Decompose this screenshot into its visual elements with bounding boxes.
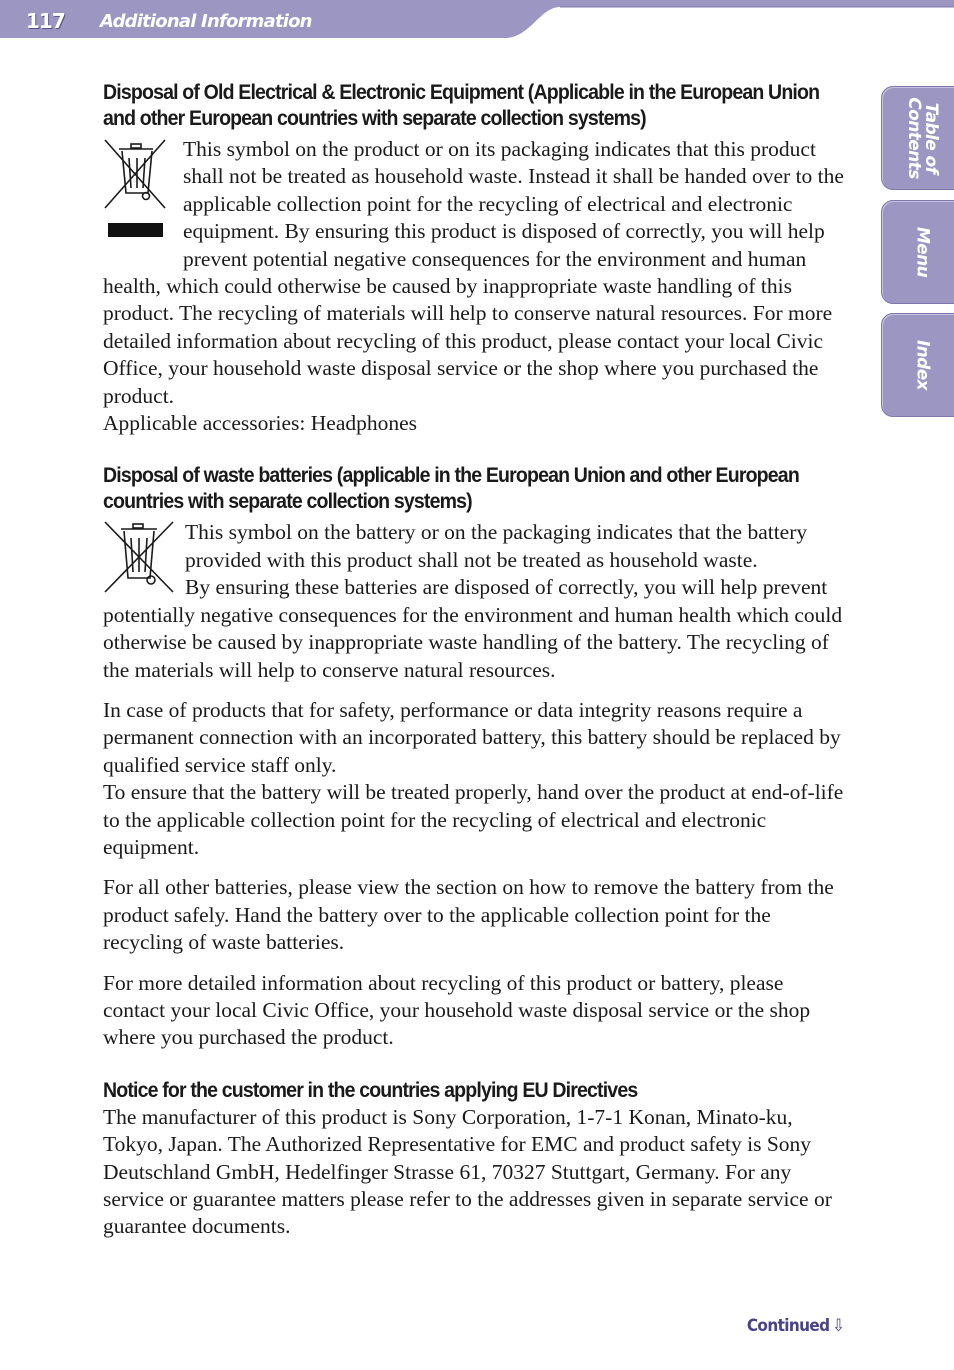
page-number: 117 <box>26 9 65 33</box>
weee-accessories: Applicable accessories: Headphones <box>103 411 418 436</box>
crossed-out-battery-bin-icon <box>103 520 175 596</box>
tab-index[interactable] <box>881 313 954 417</box>
weee-heading: Disposal of Old Electrical & Electronic Equipment (Applicable in the European Union and other European countries with separate collection systems) <box>103 81 820 130</box>
tab-label: Table of Contents <box>904 97 941 179</box>
batteries-para-4: For more detailed information about recycling of this product or battery, please contact your local Civic Office, your household waste disposal service or the shop where you purchased the product. <box>103 970 811 1050</box>
batteries-para-3: For all other batteries, please view the section on how to remove the battery from the product safely. Hand the battery over to the applicable collection point for the recycling of waste batteries. <box>103 875 834 955</box>
main-content <box>103 80 848 1241</box>
batteries-body-1: This symbol on the battery or on the packaging indicates that the battery provided with this product shall not be treated as household waste. <box>185 520 808 572</box>
tab-label: Menu <box>912 226 933 278</box>
tab-menu[interactable] <box>881 200 954 304</box>
tab-label: Index <box>912 339 933 391</box>
batteries-heading: Disposal of waste batteries (applicable in the European Union and other European countries with separate collection systems) <box>103 464 799 514</box>
tab-table-of-contents[interactable] <box>881 86 954 190</box>
continued-link[interactable] <box>746 1316 844 1336</box>
batteries-para-2b: To ensure that the battery will be treated properly, hand over the product at end-of-life to the applicable collection point for the recycling of electrical and electronic equipment. <box>103 780 844 859</box>
weee-body: This symbol on the product or on its packaging indicates that this product shall not be treated as household waste. Instead it shall be handed over to the applicable collection point for the recycling of electrical and electronic equipment. By ensuring this product is disposed of correctly, you will help prevent potential negative consequences for the environment and human health, which could otherwise be caused by inappropriate waste handling of this product. The recycling of materials will help to conserve natural resources. For more detailed information about recycling of this product, please contact your local Civic Office, your household waste disposal service or the shop where you purchased the product. <box>103 137 844 408</box>
header-band <box>0 0 954 40</box>
section-title: Additional Information <box>100 11 312 32</box>
batteries-body-2: By ensuring these batteries are disposed of correctly, you will help prevent potentially negative consequences for the environment and human health which could otherwise be caused by inappropriate waste handling of the battery. The recycling of the materials will help to conserve natural resources. <box>103 575 843 682</box>
eu-notice-heading: Notice for the customer in the countries applying EU Directives <box>103 1078 638 1102</box>
continued-label: Continued <box>746 1316 830 1336</box>
eu-notice-body: The manufacturer of this product is Sony Corporation, 1-7-1 Konan, Minato-ku, Tokyo, Japan. The Authorized Representative for EMC and product safety is Sony Deutschland GmbH, Hedelfinger Strasse 61, 70327 Stuttgart, Germany. For any service or guarantee matters please refer to the addresses given in separate service or guarantee documents. <box>103 1104 832 1239</box>
batteries-para-2a: In case of products that for safety, performance or data integrity reasons require a permanent connection with an incorporated battery, this battery should be replaced by qualified service staff only. <box>103 697 841 777</box>
down-arrow-icon: ⇩ <box>831 1316 844 1336</box>
crossed-out-bin-icon <box>103 138 171 250</box>
